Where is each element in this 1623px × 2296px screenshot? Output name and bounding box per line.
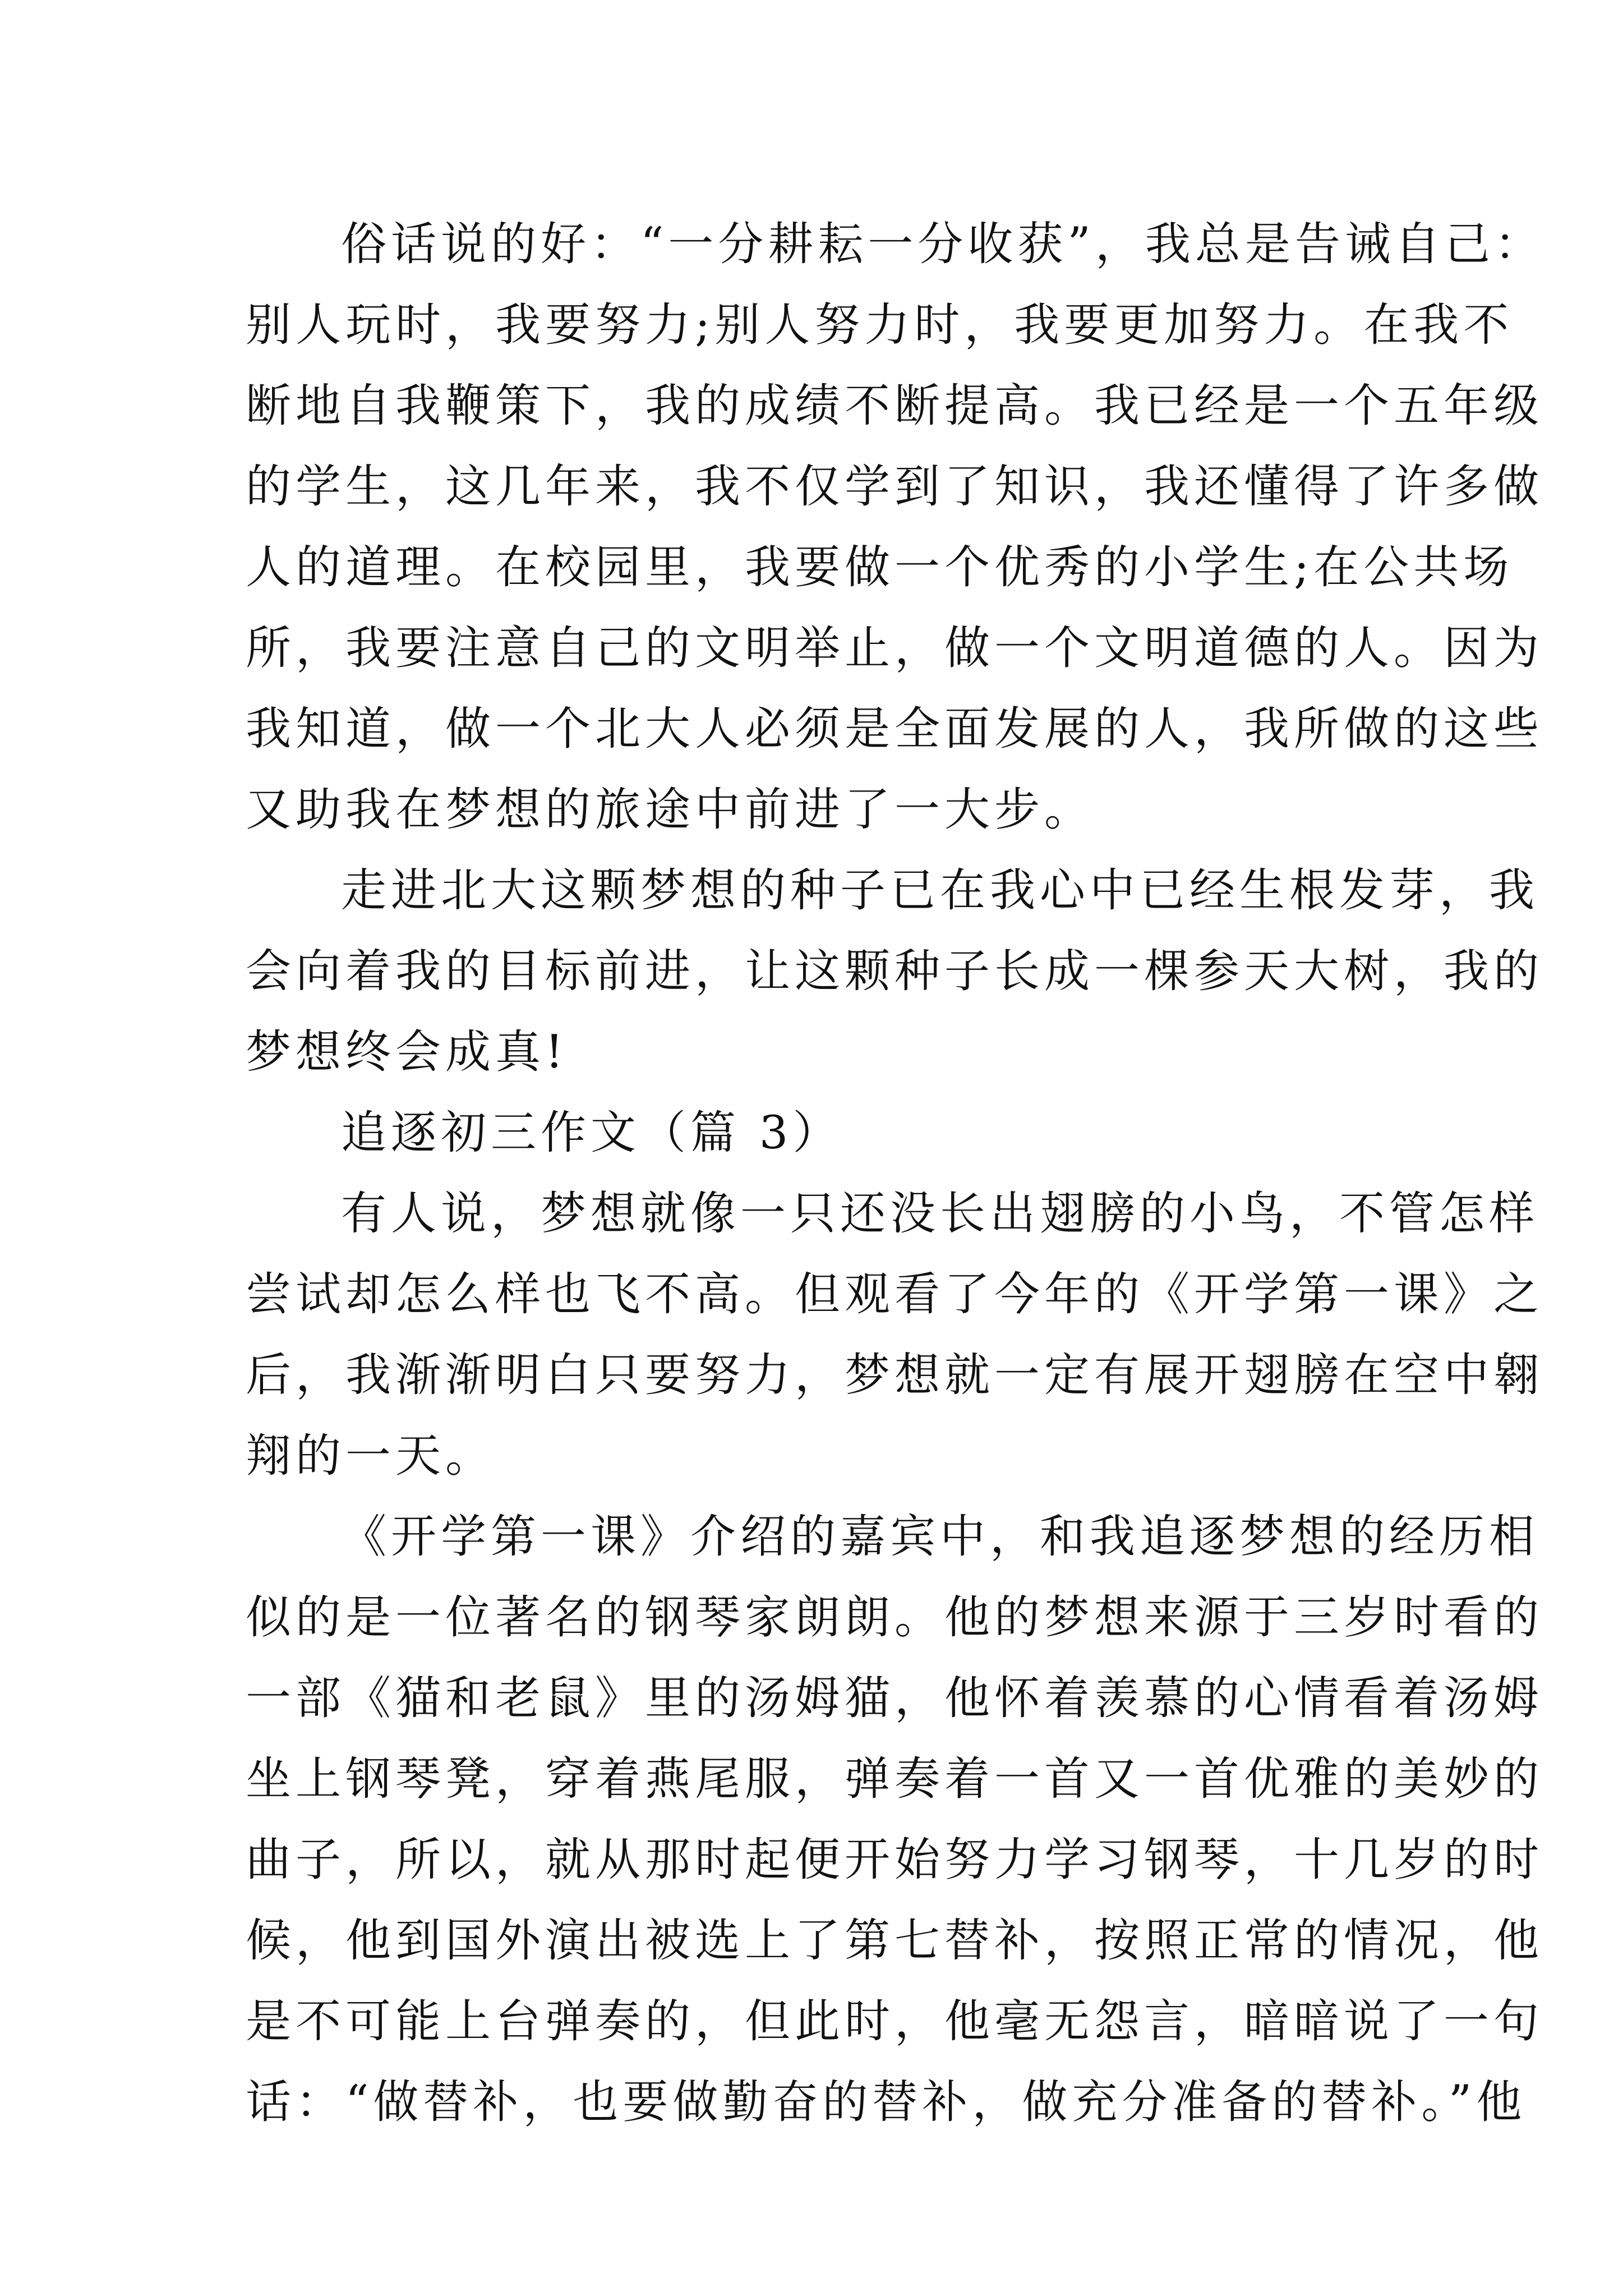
text-line: 话：“做替补，也要做勤奋的替补，做充分准备的替补。”他 (246, 2076, 1527, 2129)
text-line: 所，我要注意自己的文明举止，做一个文明道德的人。因为 (246, 622, 1544, 675)
text-line: 后，我渐渐明白只要努力，梦想就一定有展开翅膀在空中翱 (246, 1349, 1544, 1402)
essay-text (246, 204, 1544, 2143)
text-line: 我知道，做一个北大人必须是全面发展的人，我所做的这些 (246, 703, 1544, 756)
text-line: 曲子，所以，就从那时起便开始努力学习钢琴，十几岁的时 (246, 1834, 1544, 1887)
text-line: 似的是一位著名的钢琴家朗朗。他的梦想来源于三岁时看的 (246, 1591, 1544, 1644)
text-line: 候，他到国外演出被选上了第七替补，按照正常的情况，他 (246, 1915, 1544, 1967)
text-line: 别人玩时，我要努力;别人努力时，我要更加努力。在我不 (246, 299, 1514, 352)
text-line: 梦想终会成真! (246, 1026, 568, 1079)
text-line: 一部《猫和老鼠》里的汤姆猫，他怀着羡慕的心情看着汤姆 (246, 1672, 1544, 1725)
text-line: 翔的一天。 (246, 1430, 496, 1483)
text-line: 《开学第一课》介绍的嘉宾中，和我追逐梦想的经历相 (341, 1511, 1539, 1563)
text-line: 是不可能上台弹奏的，但此时，他毫无怨言，暗暗说了一句 (246, 1995, 1544, 2048)
text-line: 断地自我鞭策下，我的成绩不断提高。我已经是一个五年级 (246, 380, 1544, 432)
text-line: 的学生，这几年来，我不仅学到了知识，我还懂得了许多做 (246, 461, 1544, 513)
text-line: 俗话说的好：“一分耕耘一分收获”，我总是告诫自己： (341, 218, 1544, 271)
text-line: 又助我在梦想的旅途中前进了一大步。 (246, 784, 1095, 836)
text-line: 人的道理。在校园里，我要做一个优秀的小学生;在公共场 (246, 541, 1514, 594)
text-line: 坐上钢琴凳，穿着燕尾服，弹奏着一首又一首优雅的美妙的 (246, 1753, 1544, 1806)
section-heading: 追逐初三作文（篇 3） (341, 1107, 843, 1159)
text-line: 会向着我的目标前进，让这颗种子长成一棵参天大树，我的 (246, 945, 1544, 998)
text-line: 尝试却怎么样也飞不高。但观看了今年的《开学第一课》之 (246, 1268, 1544, 1321)
text-line: 有人说，梦想就像一只还没长出翅膀的小鸟，不管怎样 (341, 1188, 1539, 1240)
text-line: 走进北大这颗梦想的种子已在我心中已经生根发芽，我 (341, 864, 1539, 917)
